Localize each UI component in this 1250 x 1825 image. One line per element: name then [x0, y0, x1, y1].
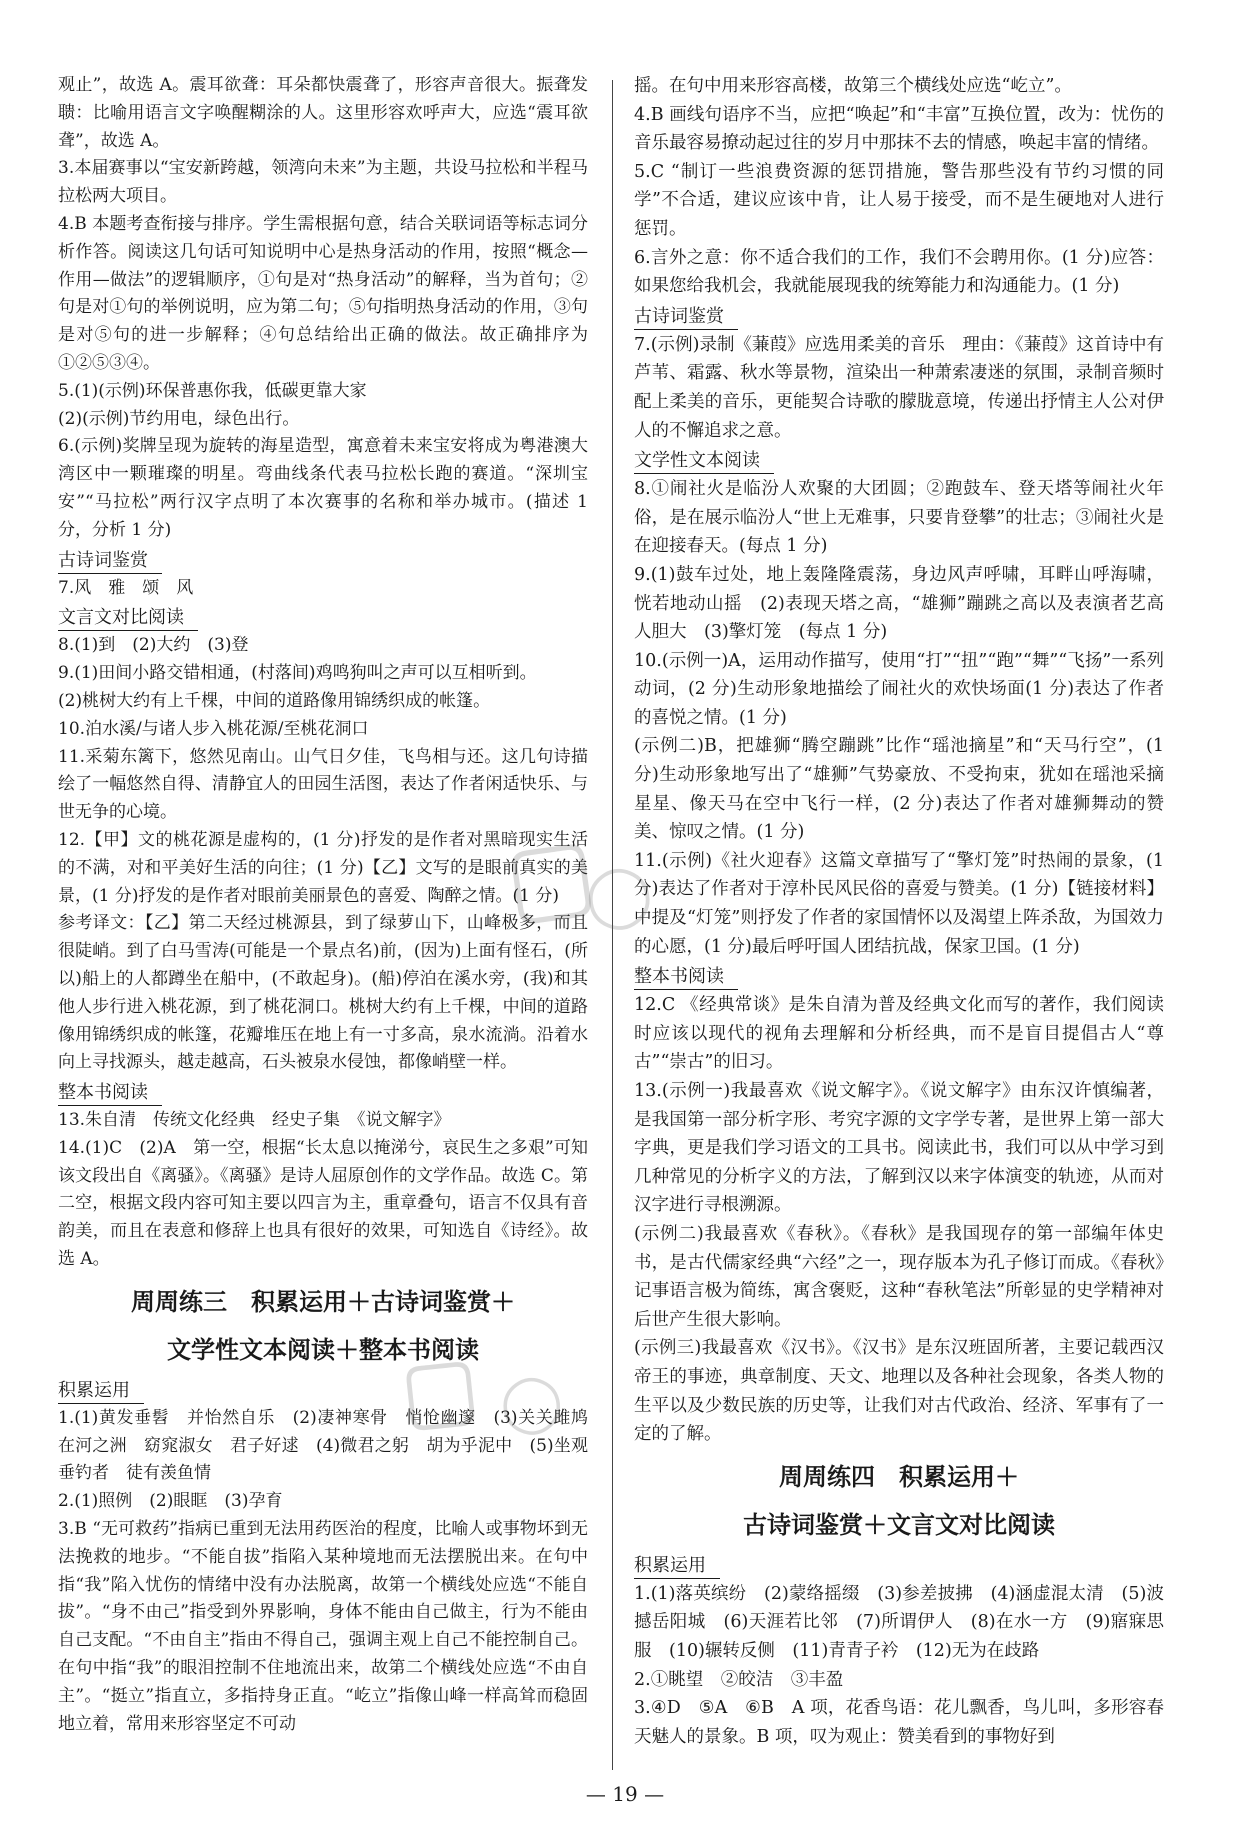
- answer-paragraph: 5.(1)(示例)环保普惠你我，低碳更靠大家: [58, 380, 367, 401]
- exercise-title: 古诗词鉴赏＋文言文对比阅读: [743, 1510, 1055, 1539]
- section-heading-label: 整本书阅读: [634, 965, 738, 990]
- answer-paragraph: 摇。在句中用来形容高楼，故第三个横线处应选“屹立”。: [634, 76, 1072, 96]
- left-column: [58, 72, 605, 1738]
- answer-paragraph: 8.(1)到 (2)大约 (3)登: [58, 635, 249, 656]
- answer-paragraph: 1.(1)黄发垂髫 并怡然自乐 (2)凄神寒骨 悄怆幽邃 (3)关关雎鸠 在河之洲 窈窕淑女 君子好逑 (4)微君之躬 胡为乎泥中 (5)坐观垂钓者 徒有羡鱼情: [58, 1407, 605, 1484]
- answer-paragraph: (示例三)我最喜欢《汉书》。《汉书》是东汉班固所著，主要记载西汉帝王的事迹，典章制度、天文、地理以及各种社会现象，各类人物的生平以及少数民族的历史等，让我们对古代政治、经济、军事有了一定的了解。: [634, 1338, 1164, 1445]
- section-heading: [634, 302, 1164, 331]
- answer-paragraph: 4.B 画线句语序不当，应把“唤起”和“丰富”互换位置，改为：忧伤的音乐最容易撩动起过往的岁月中那抹不去的情感，唤起丰富的情绪。: [634, 104, 1164, 154]
- answer-paragraph: 9.(1)鼓车过处，地上轰隆隆震荡，身边风声呼啸，耳畔山呼海啸，恍若地动山摇 (2)表现天塔之高，“雄狮”蹦跳之高以及表演者艺高人胆大 (3)擎灯笼 (每点 1 分): [634, 564, 1164, 643]
- section-heading: [634, 962, 1164, 991]
- answer-paragraph: 10.泊水溪/与诸人步入桃花源/至桃花洞口: [58, 718, 369, 739]
- exercise-title: 文学性文本阅读＋整本书阅读: [167, 1335, 479, 1364]
- right-column: [634, 72, 1164, 1751]
- watermark-stamp: ◯: [580, 855, 657, 935]
- answer-paragraph: 参考译文：【乙】第二天经过桃源县，到了绿萝山下，山峰极多，而且很陡峭。到了白马雪涛(可能是一个景点名)前，(因为)上面有怪石，(所以)船上的人都蹲坐在船中，(不敢起身)。(船)停泊在溪水旁，(我)和其他人步行进入桃花源，到了桃花洞口。桃树大约有上千棵，中间的道路像用锦绣织成的帐篷，花瓣堆压在地上有一寸多高，泉水流淌。沿着水向上寻找源头，越走越高，石头被泉水侵蚀，都像峭壁一样。: [58, 913, 588, 1073]
- answer-paragraph: 5.C “制订一些浪费资源的惩罚措施，警告那些没有节约习惯的同学”不合适，建议应该中肯，让人易于接受，而不是生硬地对人进行惩罚。: [634, 161, 1164, 239]
- answer-paragraph: 14.(1)C (2)A 第一空，根据“长太息以掩涕兮，哀民生之多艰”可知该文段出自《离骚》。《离骚》是诗人屈原创作的文学作品。故选 C。第二空，根据文段内容可知主要以四言为主，重章叠句，语言不仅具有音韵美，而且在表意和修辞上也具有很好的效果，可知选自《诗经》。故选 A。: [58, 1137, 588, 1270]
- section-heading-label: 文学性文本阅读: [634, 449, 774, 474]
- section-heading-label: 整本书阅读: [58, 1081, 162, 1106]
- section-heading-label: 古诗词鉴赏: [58, 549, 162, 574]
- answer-paragraph: (示例二)B，把雄狮“腾空蹦跳”比作“瑶池摘星”和“天马行空”，(1 分)生动形象地写出了“雄狮”气势豪放、不受拘束，犹如在瑶池采摘星星、像天马在空中飞行一样，(2 分)表达了作者对雄狮舞动的赞美、惊叹之情。(1 分): [634, 736, 1164, 843]
- page-number: — 19 —: [585, 1782, 665, 1806]
- answer-paragraph: (2)(示例)节约用电，绿色出行。: [58, 408, 300, 429]
- answer-paragraph: 9.(1)田间小路交错相通，(村落间)鸡鸣狗叫之声可以互相听到。: [58, 663, 537, 684]
- answer-paragraph: 11.(示例)《社火迎春》这篇文章描写了“擎灯笼”时热闹的景象，(1 分)表达了作者对于淳朴民风民俗的喜爱与赞美。(1 分)【链接材料】中提及“灯笼”则抒发了作者的家国情怀以及渴望上阵杀敌，为国效力的心愿，(1 分)最后呼吁国人团结抗战，保家卫国。(1 分): [634, 850, 1164, 957]
- answer-paragraph: 1.(1)落英缤纷 (2)蒙络摇缀 (3)参差披拂 (4)涵虚混太清 (5)波撼岳阳城 (6)天涯若比邻 (7)所谓伊人 (8)在水一方 (9)寤寐思服 (10)辗转反侧 (11)青青子衿 (12)无为在歧路: [634, 1583, 1164, 1661]
- answer-paragraph: 11.采菊东篱下，悠然见南山。山气日夕佳，飞鸟相与还。这几句诗描绘了一幅悠然自得、清静宜人的田园生活图，表达了作者闲适快乐、与世无争的心境。: [58, 746, 588, 823]
- answer-paragraph: 12.C 《经典常谈》是朱自清为普及经典文化而写的著作，我们阅读时应该以现代的视角去理解和分析经典，而不是盲目提倡古人“尊古”“崇古”的旧习。: [634, 995, 1164, 1073]
- watermark-stamp: ◯: [496, 1366, 566, 1439]
- section-heading: [58, 1376, 588, 1405]
- answer-paragraph: 6.(示例)奖牌呈现为旋转的海星造型，寓意着未来宝安将成为粤港澳大湾区中一颗璀璨的明星。弯曲线条代表马拉松长跑的赛道。“深圳宝安”“马拉松”两行汉字点明了本次赛事的名称和举办城市。(描述 1 分，分析 1 分): [58, 436, 588, 540]
- section-heading: [58, 546, 588, 575]
- exercise-title: 周周练四 积累运用＋: [779, 1462, 1019, 1491]
- answer-paragraph: 2.①眺望 ②皎洁 ③丰盈: [634, 1669, 844, 1690]
- answer-paragraph: 6.言外之意：你不适合我们的工作，我们不会聘用你。(1 分)应答：如果您给我机会，我就能展现我的统筹能力和沟通能力。(1 分): [634, 247, 1164, 297]
- answer-paragraph: 12.【甲】文的桃花源是虚构的，(1 分)抒发的是作者对黑暗现实生活的不满，对和平美好生活的向往；(1 分)【乙】文写的是眼前真实的美景，(1 分)抒发的是作者对眼前美丽景色的喜爱、陶醉之情。(1 分): [58, 829, 588, 906]
- answer-paragraph: (2)桃树大约有上千棵，中间的道路像用锦绣织成的帐篷。: [58, 690, 491, 711]
- answer-paragraph: 观止”，故选 A。震耳欲聋：耳朵都快震聋了，形容声音很大。振聋发聩：比喻用语言文字唤醒糊涂的人。这里形容欢呼声大，应选“震耳欲聋”，故选 A。: [58, 75, 588, 151]
- section-heading: [634, 446, 1164, 475]
- answer-paragraph: 10.(示例一)A，运用动作描写，使用“打”“扭”“跑”“舞”“飞扬”一系列动词，(2 分)生动形象地描绘了闹社火的欢快场面(1 分)表达了作者的喜悦之情。(1 分): [634, 650, 1164, 728]
- answer-paragraph: 2.(1)照例 (2)眼眶 (3)孕育: [58, 1491, 283, 1512]
- section-heading-label: 积累运用: [634, 1554, 720, 1579]
- watermark-stamp: ▢: [395, 1336, 485, 1442]
- answer-paragraph: 3.B “无可救药”指病已重到无法用药医治的程度，比喻人或事物坏到无法挽救的地步。“不能自拔”指陷入某种境地而无法摆脱出来。在句中指“我”陷入忧伤的情绪中没有办法脱离，故第一个横线处应选“不能自拔”。“身不由己”指受到外界影响，身体不能由自己做主，行为不能由自己支配。“不由自主”指由不得自己，强调主观上自己不能控制自己。在句中指“我”的眼泪控制不住地流出来，故第二个横线处应选“不由自主”。“挺立”指直立，多指持身正直。“屹立”指像山峰一样高耸而稳固地立着，常用来形容坚定不可动: [58, 1519, 588, 1734]
- column-divider: [612, 80, 613, 1770]
- answer-paragraph: 7.风 雅 颂 风: [58, 577, 194, 598]
- section-heading: [58, 603, 588, 632]
- answer-paragraph: 7.(示例)录制《蒹葭》应选用柔美的音乐 理由：《蒹葭》这首诗中有芦苇、霜露、秋水等景物，渲染出一种萧索凄迷的氛围，录制音频时配上柔美的音乐，更能契合诗歌的朦胧意境，传递出抒情主人公对伊人的不懈追求之意。: [634, 334, 1164, 441]
- answer-paragraph: 3.本届赛事以“宝安新跨越，领湾向未来”为主题，共设马拉松和半程马拉松两大项目。: [58, 158, 588, 207]
- section-heading-label: 古诗词鉴赏: [634, 305, 738, 330]
- answer-paragraph: (示例二)我最喜欢《春秋》。《春秋》是我国现存的第一部编年体史书，是古代儒家经典“六经”之一，现存版本为孔子修订而成。《春秋》记事语言极为简练，寓含褒贬，这种“春秋笔法”所彰显的史学精神对后世产生很大影响。: [634, 1223, 1164, 1330]
- watermark-stamp: ▢: [497, 814, 604, 938]
- section-heading: [634, 1551, 1164, 1580]
- section-heading: [58, 1078, 588, 1107]
- exercise-title: 周周练三 积累运用＋古诗词鉴赏＋: [131, 1287, 515, 1316]
- answer-paragraph: 4.B 本题考查衔接与排序。学生需根据句意，结合关联词语等标志词分析作答。阅读这几句话可知说明中心是热身活动的作用，按照“概念—作用—做法”的逻辑顺序，①句是对“热身活动”的解释，当为首句；②句是对①句的举例说明，应为第二句；⑤句指明热身活动的作用，③句是对⑤句的进一步解释；④句总结给出正确的做法。故正确排序为①②⑤③④。: [58, 213, 588, 373]
- section-heading-label: 积累运用: [58, 1379, 144, 1404]
- answer-paragraph: 13.朱自清 传统文化经典 经史子集 《说文解字》: [58, 1110, 451, 1131]
- answer-paragraph: 13.(示例一)我最喜欢《说文解字》。《说文解字》由东汉许慎编著，是我国第一部分析字形、考究字源的文字学专著，是世界上第一部大字典，更是我们学习语文的工具书。阅读此书，我们可以从中学习到几种常见的分析字义的方法，了解到汉以来字体演变的轨迹，从而对汉字进行寻根溯源。: [634, 1081, 1164, 1216]
- section-heading-label: 文言文对比阅读: [58, 606, 198, 631]
- answer-paragraph: 8.①闹社火是临汾人欢聚的大团圆；②跑鼓车、登天塔等闹社火年俗，是在展示临汾人“世上无难事，只要肯登攀”的壮志；③闹社火是在迎接春天。(每点 1 分): [634, 479, 1164, 557]
- answer-paragraph: 3.④D ⑤A ⑥B A 项，花香鸟语：花儿飘香，鸟儿叫，多形容春天魅人的景象。B 项，叹为观止：赞美看到的事物好到: [634, 1698, 1164, 1747]
